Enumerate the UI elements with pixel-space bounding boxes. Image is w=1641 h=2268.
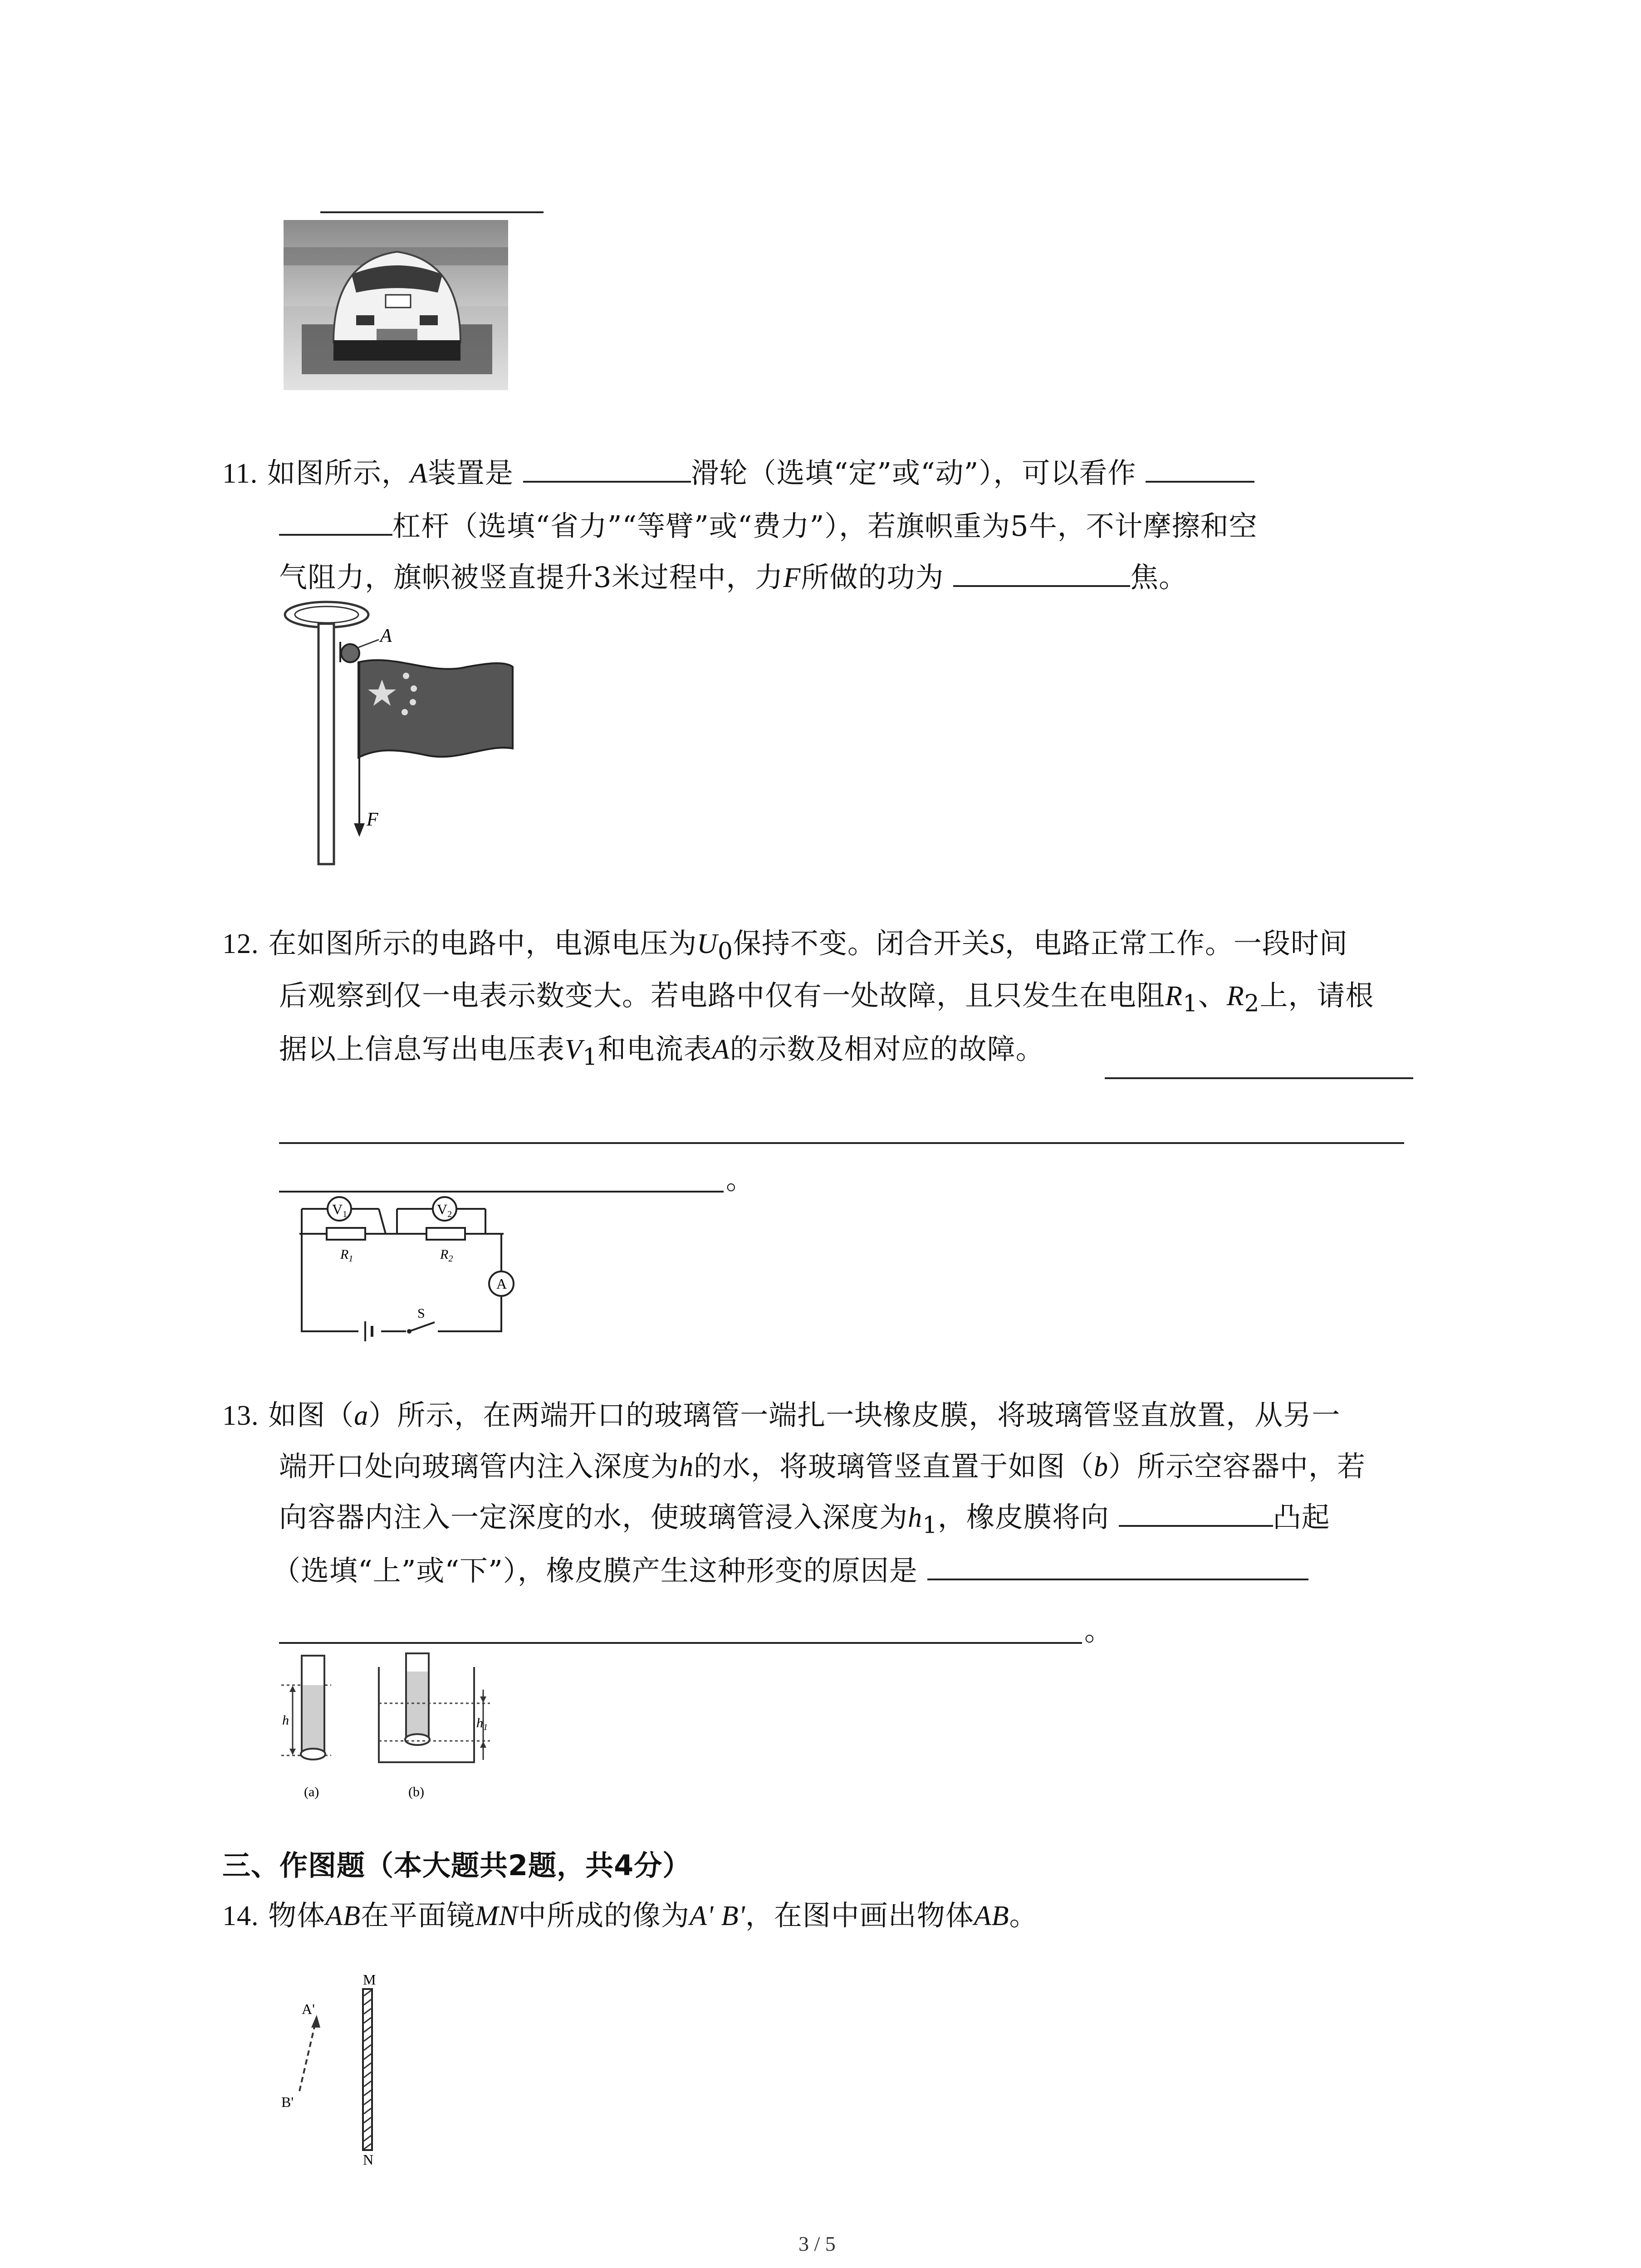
q12-fig-v1: V1 (332, 1201, 348, 1219)
section3-heading: 三、作图题（本大题共2题，共4分） (222, 1849, 691, 1882)
q12-number: 12. (222, 929, 259, 959)
q11-text: 滑轮（选填“定”或“动”），可以看作 (691, 456, 1136, 489)
q12-sub: 1 (1182, 990, 1198, 1017)
q13-line2 (279, 1446, 1366, 1487)
q11-fig-label-f: F (367, 809, 378, 830)
q13-line5-end (1084, 1610, 1113, 1651)
q14-var-image: A' B' (690, 1901, 745, 1931)
q11-text: 气阻力，旗帜被竖直提升3米过程中，力 (279, 561, 784, 594)
q12-text: 上，请根 (1259, 979, 1374, 1012)
q11-line1 (222, 453, 1254, 494)
q11-number: 11. (222, 458, 258, 489)
q12-blank-1[interactable] (1105, 1077, 1413, 1079)
q13-text: 向容器内注入一定深度的水，使玻璃管浸入深度为 (279, 1501, 908, 1534)
q11-text: 焦。 (1130, 561, 1188, 594)
q12-text: ，电路正常工作。一段时间 (1004, 927, 1348, 960)
q13-text: ）所示空容器中，若 (1108, 1450, 1366, 1483)
q13-fig-h: h (282, 1713, 289, 1728)
q12-sub: 0 (718, 938, 733, 965)
q14-var-mn: MN (475, 1901, 518, 1931)
q13-fig-h1: $h_1$ (476, 1716, 488, 1732)
q13-var-b: b (1094, 1452, 1109, 1482)
q12-fig-r1: $R_1$ (340, 1247, 353, 1264)
q11-blank-2a[interactable] (1146, 453, 1254, 483)
q13-number: 13. (222, 1400, 259, 1431)
q13-text: 的水，将玻璃管竖直置于如图（ (694, 1450, 1094, 1483)
q12-fig-s: S (417, 1306, 425, 1321)
q13-text: ）所示，在两端开口的玻璃管一端扎一块橡皮膜，将玻璃管竖直放置，从另一 (368, 1398, 1341, 1432)
page-number: 3 / 5 (798, 2232, 836, 2255)
q12-var-s: S (990, 929, 1005, 959)
q11-text: 如图所示， (267, 456, 410, 489)
q12-line3 (279, 1029, 1044, 1077)
q13-text: （选填“上”或“下”），橡皮膜产生这种形变的原因是 (272, 1554, 918, 1587)
q12-text: 和电流表 (598, 1032, 712, 1066)
q14-text: 。 (1009, 1899, 1038, 1932)
q12-sub: 2 (1244, 990, 1260, 1017)
q11-flagpole-figure (277, 599, 531, 871)
q12-text: 在如图所示的电路中，电源电压为 (268, 927, 697, 960)
q12-fig-r2: $R_2$ (440, 1247, 453, 1264)
q11-blank-1[interactable] (523, 453, 691, 483)
q13-fig-a-label: (a) (304, 1784, 319, 1799)
q12-period: 。 (726, 1163, 755, 1196)
q13-var-h1: h (908, 1502, 923, 1533)
q12-line5-end (726, 1159, 754, 1200)
q12-text: 后观察到仅一电表示数变大。若电路中仅有一处故障，且只发生在电阻 (279, 979, 1166, 1012)
q12-var-r2: R (1226, 981, 1244, 1012)
q12-line2 (279, 975, 1374, 1024)
q11-blank-3[interactable] (953, 557, 1130, 587)
q13-text: 如图（ (268, 1398, 354, 1432)
q14-fig-b-prime: B' (281, 2094, 294, 2110)
q11-blank-2b[interactable] (279, 506, 392, 536)
q13-text: 端开口处向玻璃管内注入深度为 (279, 1450, 680, 1483)
q14-text: 物体 (268, 1899, 326, 1932)
q13-blank-2a[interactable] (927, 1550, 1308, 1580)
q13-text: ，橡皮膜将向 (937, 1501, 1109, 1534)
q12-fig-a: A (496, 1276, 507, 1292)
q11-text: 装置是 (427, 456, 514, 489)
q13-text: 凸起 (1273, 1501, 1330, 1534)
q12-text: 的示数及相对应的故障。 (730, 1032, 1044, 1066)
q12-text: 保持不变。闭合开关 (733, 927, 990, 960)
q13-tube-figure (277, 1647, 504, 1810)
q13-blank-2b[interactable] (279, 1642, 1082, 1644)
q14-fig-m: M (363, 1971, 376, 1988)
q14-fig-n: N (363, 2151, 374, 2168)
q12-line1 (222, 923, 1348, 972)
q12-text: 据以上信息写出电压表 (279, 1032, 565, 1066)
q13-period: 。 (1084, 1614, 1113, 1647)
q13-fig-b-label: (b) (408, 1784, 424, 1799)
q12-blank-2[interactable] (279, 1142, 1404, 1144)
q10-answer-blank[interactable] (320, 211, 544, 213)
q14-text: 在平面镜 (360, 1899, 475, 1932)
q13-line4 (272, 1550, 1308, 1591)
q13-var-h: h (679, 1452, 694, 1482)
q12-var-v1: V (565, 1034, 583, 1065)
q12-fig-v2: V2 (437, 1201, 452, 1219)
q12-var-u: U (697, 929, 718, 959)
q13-line3 (279, 1497, 1330, 1545)
q14-line1 (222, 1895, 1038, 1936)
q11-var-f: F (783, 562, 801, 593)
q14-text: 中所成的像为 (518, 1899, 690, 1932)
q10-car-photo (284, 220, 508, 390)
q11-line2 (279, 506, 1258, 547)
q11-var-a: A (410, 458, 428, 489)
q12-sub: 1 (582, 1043, 598, 1071)
q11-text: 杠杆（选填“省力”“等臂”或“费力”），若旗帜重为5牛，不计摩擦和空 (392, 509, 1258, 543)
q14-var-ab2: AB (974, 1901, 1009, 1931)
q14-number: 14. (222, 1901, 259, 1931)
q14-text: ，在图中画出物体 (745, 1899, 974, 1932)
q14-var-ab: AB (325, 1901, 361, 1931)
q12-text: 、 (1198, 979, 1227, 1012)
q14-mirror-figure (254, 1969, 436, 2168)
q11-line3 (279, 557, 1187, 598)
q13-sub: 1 (922, 1511, 938, 1539)
q12-var-r1: R (1165, 981, 1183, 1012)
q14-fig-a-prime: A' (302, 2001, 315, 2017)
q12-circuit-figure (290, 1191, 517, 1345)
q13-var-a: a (354, 1400, 369, 1431)
q13-line1 (222, 1395, 1340, 1436)
q11-text: 所做的功为 (801, 561, 944, 594)
q13-blank-1[interactable] (1119, 1497, 1273, 1527)
q11-fig-label-a: A (380, 626, 392, 646)
q12-var-a: A (712, 1034, 730, 1065)
